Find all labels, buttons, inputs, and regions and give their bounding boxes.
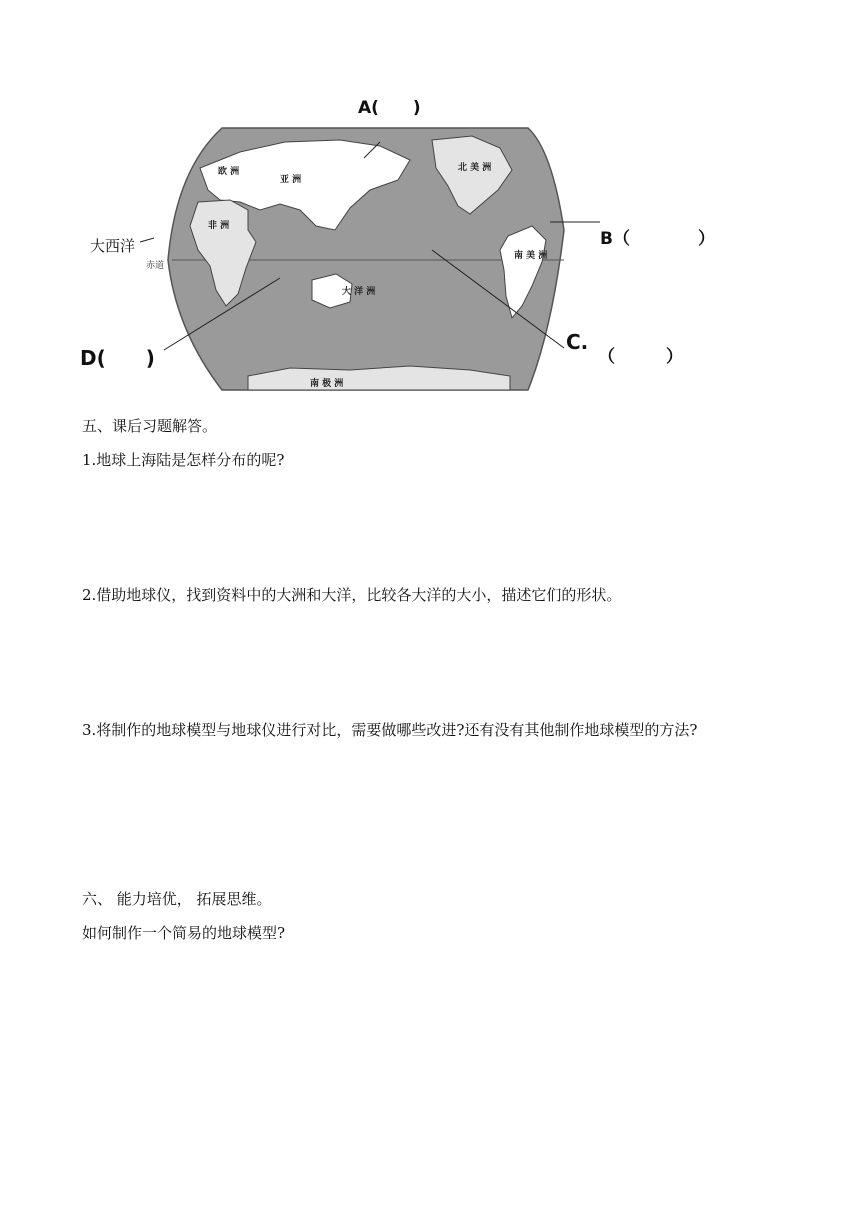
question-1: 1.地球上海陆是怎样分布的呢? <box>82 451 285 469</box>
label-b: B（ ） <box>600 229 715 249</box>
continent-antarctica: 南 极 洲 <box>310 379 344 389</box>
question-2: 2.借助地球仪，找到资料中的大洲和大洋，比较各大洋的大小，描述它们的形状。 <box>82 586 622 604</box>
label-a: A( ) <box>358 98 421 118</box>
label-atlantic: 大西洋 <box>90 237 136 255</box>
continent-asia: 亚 洲 <box>280 175 302 185</box>
label-c-answer: （ ） <box>598 347 683 367</box>
section6-heading: 六、 能力培优， 拓展思维。 <box>82 890 272 908</box>
equator-label: 赤道 <box>146 261 165 271</box>
continent-south-america: 南 美 洲 <box>514 251 548 261</box>
leader-line-atlantic <box>140 238 154 242</box>
antarctica-shape <box>248 366 510 390</box>
question-3: 3.将制作的地球模型与地球仪进行对比，需要做哪些改进?还有没有其他制作地球模型的方法? <box>82 721 698 739</box>
continent-africa: 非 洲 <box>208 221 230 231</box>
continent-north-america: 北 美 洲 <box>458 163 492 173</box>
label-c: C. <box>566 330 589 354</box>
section6-question: 如何制作一个简易的地球模型? <box>82 924 286 942</box>
label-d: D( ) <box>80 346 155 370</box>
continent-europe: 欧 洲 <box>218 167 240 177</box>
continent-oceania: 大 洋 洲 <box>342 287 376 297</box>
section5-heading: 五、课后习题解答。 <box>82 417 218 435</box>
